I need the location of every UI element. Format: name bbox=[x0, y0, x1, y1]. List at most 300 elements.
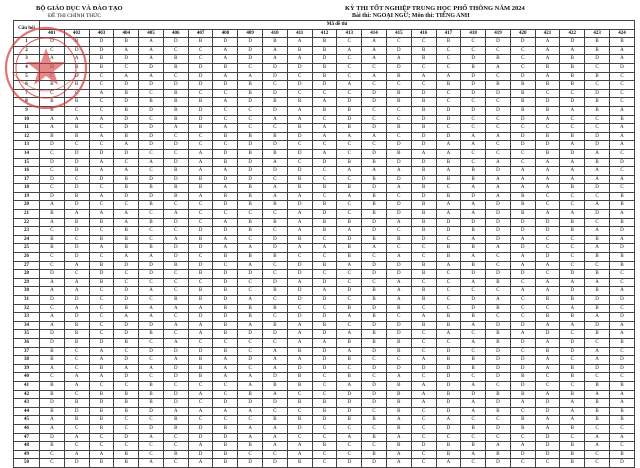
answer-cell: B bbox=[163, 167, 188, 176]
answer-cell: D bbox=[163, 141, 188, 150]
answer-cell: D bbox=[535, 218, 560, 227]
answer-cell: A bbox=[436, 72, 461, 81]
answer-cell: D bbox=[609, 244, 634, 253]
answer-cell: C bbox=[287, 433, 312, 442]
answer-cell: B bbox=[411, 124, 436, 133]
answer-cell: C bbox=[411, 63, 436, 72]
answer-cell: C bbox=[436, 235, 461, 244]
answer-cell: D bbox=[362, 149, 387, 158]
answer-cell: A bbox=[486, 132, 511, 141]
answer-cell: A bbox=[114, 72, 139, 81]
answer-cell: B bbox=[337, 253, 362, 262]
answer-cell: D bbox=[139, 141, 164, 150]
answer-cell: B bbox=[386, 338, 411, 347]
answer-cell: C bbox=[64, 270, 89, 279]
answer-cell: B bbox=[411, 218, 436, 227]
answer-cell: A bbox=[89, 115, 114, 124]
answer-cell: A bbox=[461, 399, 486, 408]
answer-cell: C bbox=[188, 399, 213, 408]
answer-cell: B bbox=[213, 442, 238, 451]
question-number: 26 bbox=[14, 253, 40, 262]
answer-cell: B bbox=[411, 55, 436, 64]
answer-cell: B bbox=[461, 442, 486, 451]
answer-cell: C bbox=[362, 141, 387, 150]
answer-row bbox=[14, 304, 635, 313]
answer-cell: A bbox=[337, 81, 362, 90]
answer-cell: B bbox=[411, 46, 436, 55]
answer-cell: D bbox=[213, 278, 238, 287]
answer-cell: B bbox=[263, 98, 288, 107]
answer-cell: A bbox=[40, 124, 65, 133]
answer-cell: D bbox=[263, 63, 288, 72]
answer-cell: C bbox=[40, 450, 65, 459]
answer-cell: C bbox=[510, 459, 535, 468]
answer-cell: D bbox=[213, 81, 238, 90]
answer-cell: A bbox=[287, 55, 312, 64]
answer-cell: D bbox=[64, 149, 89, 158]
answer-cell: B bbox=[188, 373, 213, 382]
answer-cell: C bbox=[386, 192, 411, 201]
answer-cell: A bbox=[89, 450, 114, 459]
answer-cell: A bbox=[535, 287, 560, 296]
exam-code-header: 420 bbox=[510, 29, 535, 38]
answer-cell: D bbox=[510, 227, 535, 236]
answer-cell: D bbox=[609, 63, 634, 72]
answer-cell: C bbox=[114, 442, 139, 451]
answer-cell: B bbox=[560, 55, 585, 64]
answer-cell: C bbox=[436, 46, 461, 55]
answer-cell: A bbox=[40, 321, 65, 330]
answer-cell: C bbox=[585, 63, 610, 72]
answer-cell: B bbox=[238, 442, 263, 451]
answer-cell: C bbox=[238, 106, 263, 115]
answer-cell: C bbox=[486, 313, 511, 322]
answer-cell: A bbox=[535, 167, 560, 176]
answer-cell: C bbox=[89, 433, 114, 442]
answer-cell: A bbox=[263, 390, 288, 399]
answer-cell: C bbox=[436, 89, 461, 98]
answer-cell: A bbox=[609, 106, 634, 115]
answer-cell: C bbox=[114, 424, 139, 433]
answer-row bbox=[14, 115, 635, 124]
answer-cell: D bbox=[585, 364, 610, 373]
answer-cell: C bbox=[535, 124, 560, 133]
answer-cell: A bbox=[114, 210, 139, 219]
answer-cell: A bbox=[411, 149, 436, 158]
answer-cell: D bbox=[213, 149, 238, 158]
answer-cell: B bbox=[609, 381, 634, 390]
answer-cell: B bbox=[238, 132, 263, 141]
answer-cell: C bbox=[510, 278, 535, 287]
answer-cell: D bbox=[163, 253, 188, 262]
answer-cell: C bbox=[312, 270, 337, 279]
answer-row bbox=[14, 442, 635, 451]
answer-cell: D bbox=[461, 192, 486, 201]
answer-row bbox=[14, 201, 635, 210]
answer-cell: C bbox=[89, 381, 114, 390]
answer-cell: A bbox=[386, 459, 411, 468]
answer-cell: C bbox=[89, 184, 114, 193]
answer-cell: D bbox=[64, 253, 89, 262]
answer-cell: C bbox=[287, 158, 312, 167]
answer-cell: A bbox=[337, 227, 362, 236]
answer-cell: D bbox=[287, 287, 312, 296]
answer-cell: B bbox=[163, 450, 188, 459]
answer-cell: B bbox=[287, 46, 312, 55]
answer-cell: B bbox=[386, 442, 411, 451]
answer-cell: B bbox=[89, 261, 114, 270]
answer-cell: B bbox=[114, 38, 139, 47]
answer-cell: D bbox=[287, 270, 312, 279]
answer-cell: B bbox=[411, 210, 436, 219]
answer-cell: A bbox=[436, 149, 461, 158]
answer-cell: B bbox=[436, 442, 461, 451]
answer-cell: B bbox=[188, 356, 213, 365]
answer-cell: D bbox=[535, 450, 560, 459]
answer-cell: B bbox=[560, 218, 585, 227]
answer-row bbox=[14, 63, 635, 72]
answer-cell: D bbox=[287, 81, 312, 90]
answer-cell: D bbox=[362, 347, 387, 356]
answer-cell: C bbox=[114, 63, 139, 72]
answer-cell: A bbox=[188, 407, 213, 416]
answer-cell: D bbox=[510, 244, 535, 253]
answer-cell: C bbox=[486, 46, 511, 55]
answer-cell: C bbox=[312, 175, 337, 184]
answer-cell: B bbox=[436, 450, 461, 459]
answer-cell: B bbox=[64, 124, 89, 133]
answer-cell: C bbox=[535, 192, 560, 201]
answer-cell: C bbox=[188, 381, 213, 390]
question-number: 15 bbox=[14, 158, 40, 167]
answer-cell: A bbox=[213, 72, 238, 81]
answer-cell: B bbox=[436, 81, 461, 90]
answer-cell: C bbox=[213, 261, 238, 270]
answer-row bbox=[14, 235, 635, 244]
answer-cell: D bbox=[287, 201, 312, 210]
answer-cell: A bbox=[436, 210, 461, 219]
answer-cell: C bbox=[560, 115, 585, 124]
answer-cell: D bbox=[486, 373, 511, 382]
question-number: 49 bbox=[14, 450, 40, 459]
answer-cell: A bbox=[461, 381, 486, 390]
answer-cell: B bbox=[114, 184, 139, 193]
answer-cell: B bbox=[362, 235, 387, 244]
answer-cell: A bbox=[510, 261, 535, 270]
answer-row bbox=[14, 347, 635, 356]
answer-cell: D bbox=[188, 313, 213, 322]
question-number: 18 bbox=[14, 184, 40, 193]
answer-cell: B bbox=[585, 253, 610, 262]
answer-cell: A bbox=[337, 167, 362, 176]
answer-cell: A bbox=[139, 253, 164, 262]
answer-cell: B bbox=[386, 98, 411, 107]
answer-cell: C bbox=[238, 278, 263, 287]
answer-cell: B bbox=[188, 175, 213, 184]
answer-cell: B bbox=[510, 390, 535, 399]
answer-cell: B bbox=[461, 244, 486, 253]
answer-cell: C bbox=[139, 149, 164, 158]
answer-cell: A bbox=[89, 244, 114, 253]
answer-cell: C bbox=[40, 149, 65, 158]
answer-cell: D bbox=[40, 158, 65, 167]
answer-cell: C bbox=[139, 356, 164, 365]
answer-cell: C bbox=[486, 416, 511, 425]
answer-cell: C bbox=[560, 381, 585, 390]
answer-cell: B bbox=[238, 218, 263, 227]
answer-cell: D bbox=[139, 407, 164, 416]
answer-cell: C bbox=[411, 450, 436, 459]
answer-cell: C bbox=[213, 338, 238, 347]
answer-cell: B bbox=[486, 390, 511, 399]
answer-cell: D bbox=[386, 270, 411, 279]
answer-cell: C bbox=[560, 192, 585, 201]
answer-cell: D bbox=[362, 124, 387, 133]
answer-row bbox=[14, 158, 635, 167]
answer-cell: D bbox=[139, 132, 164, 141]
answer-cell: C bbox=[486, 261, 511, 270]
answer-cell: A bbox=[535, 278, 560, 287]
answer-cell: B bbox=[535, 81, 560, 90]
answer-cell: A bbox=[64, 450, 89, 459]
answer-cell: B bbox=[312, 321, 337, 330]
answer-row bbox=[14, 210, 635, 219]
answer-cell: D bbox=[486, 227, 511, 236]
answer-cell: D bbox=[411, 235, 436, 244]
answer-cell: D bbox=[386, 210, 411, 219]
question-number: 23 bbox=[14, 227, 40, 236]
answer-cell: C bbox=[609, 81, 634, 90]
answer-cell: A bbox=[89, 167, 114, 176]
answer-cell: C bbox=[411, 81, 436, 90]
answer-cell: A bbox=[114, 364, 139, 373]
answer-cell: B bbox=[213, 459, 238, 468]
answer-cell: D bbox=[386, 158, 411, 167]
answer-cell: A bbox=[337, 313, 362, 322]
answer-cell: B bbox=[535, 313, 560, 322]
answer-cell: B bbox=[411, 287, 436, 296]
answer-cell: C bbox=[139, 115, 164, 124]
answer-cell: D bbox=[89, 46, 114, 55]
answer-cell: C bbox=[89, 72, 114, 81]
answer-cell: D bbox=[188, 81, 213, 90]
answer-cell: D bbox=[64, 313, 89, 322]
answer-row bbox=[14, 424, 635, 433]
answer-key-table bbox=[13, 20, 635, 468]
answer-cell: D bbox=[411, 175, 436, 184]
exam-code-header: 403 bbox=[89, 29, 114, 38]
question-number: 44 bbox=[14, 407, 40, 416]
answer-cell: A bbox=[510, 330, 535, 339]
answer-cell: D bbox=[64, 184, 89, 193]
answer-cell: D bbox=[609, 364, 634, 373]
answer-cell: A bbox=[40, 218, 65, 227]
answer-cell: C bbox=[64, 356, 89, 365]
answer-cell: C bbox=[64, 442, 89, 451]
answer-cell: C bbox=[386, 356, 411, 365]
answer-cell: C bbox=[411, 416, 436, 425]
answer-cell: B bbox=[64, 399, 89, 408]
answer-cell: C bbox=[263, 338, 288, 347]
answer-cell: B bbox=[362, 433, 387, 442]
answer-cell: C bbox=[139, 450, 164, 459]
answer-cell: A bbox=[238, 321, 263, 330]
answer-cell: A bbox=[263, 433, 288, 442]
answer-cell: C bbox=[188, 416, 213, 425]
answer-row bbox=[14, 338, 635, 347]
answer-cell: A bbox=[337, 330, 362, 339]
answer-cell: C bbox=[510, 304, 535, 313]
answer-cell: A bbox=[188, 158, 213, 167]
answer-cell: A bbox=[213, 356, 238, 365]
answer-cell: D bbox=[436, 424, 461, 433]
answer-cell: B bbox=[337, 304, 362, 313]
answer-cell: B bbox=[560, 63, 585, 72]
answer-cell: D bbox=[263, 72, 288, 81]
answer-cell: B bbox=[238, 313, 263, 322]
answer-cell: A bbox=[510, 167, 535, 176]
answer-cell: B bbox=[585, 98, 610, 107]
answer-cell: C bbox=[411, 373, 436, 382]
answer-cell: C bbox=[337, 210, 362, 219]
answer-cell: A bbox=[362, 46, 387, 55]
answer-cell: B bbox=[238, 201, 263, 210]
answer-cell: C bbox=[609, 304, 634, 313]
answer-cell: B bbox=[486, 81, 511, 90]
answer-cell: A bbox=[386, 373, 411, 382]
answer-cell: B bbox=[40, 81, 65, 90]
answer-cell: B bbox=[312, 38, 337, 47]
answer-cell: D bbox=[188, 106, 213, 115]
answer-cell: B bbox=[238, 253, 263, 262]
answer-cell: A bbox=[287, 210, 312, 219]
answer-cell: D bbox=[114, 373, 139, 382]
answer-cell: C bbox=[163, 433, 188, 442]
answer-cell: C bbox=[535, 244, 560, 253]
answer-cell: D bbox=[386, 63, 411, 72]
answer-cell: C bbox=[213, 381, 238, 390]
answer-cell: B bbox=[163, 89, 188, 98]
answer-cell: D bbox=[436, 115, 461, 124]
answer-cell: B bbox=[411, 321, 436, 330]
answer-cell: C bbox=[585, 115, 610, 124]
answer-cell: B bbox=[535, 296, 560, 305]
answer-cell: C bbox=[560, 235, 585, 244]
answer-cell: D bbox=[64, 407, 89, 416]
answer-cell: C bbox=[585, 373, 610, 382]
answer-cell: B bbox=[436, 192, 461, 201]
question-number: 4 bbox=[14, 63, 40, 72]
answer-cell: C bbox=[188, 253, 213, 262]
answer-cell: D bbox=[411, 364, 436, 373]
answer-cell: B bbox=[163, 115, 188, 124]
answer-row bbox=[14, 261, 635, 270]
answer-cell: C bbox=[386, 132, 411, 141]
answer-cell: B bbox=[560, 364, 585, 373]
answer-cell: D bbox=[263, 244, 288, 253]
answer-cell: A bbox=[386, 416, 411, 425]
answer-cell: C bbox=[89, 253, 114, 262]
question-number: 42 bbox=[14, 390, 40, 399]
answer-cell: A bbox=[585, 347, 610, 356]
answer-cell: C bbox=[461, 46, 486, 55]
answer-cell: A bbox=[139, 304, 164, 313]
answer-cell: A bbox=[114, 46, 139, 55]
answer-cell: A bbox=[560, 175, 585, 184]
answer-cell: C bbox=[436, 63, 461, 72]
answer-cell: A bbox=[287, 106, 312, 115]
answer-cell: A bbox=[337, 132, 362, 141]
answer-cell: C bbox=[461, 330, 486, 339]
answer-cell: C bbox=[89, 201, 114, 210]
answer-cell: D bbox=[40, 192, 65, 201]
answer-cell: B bbox=[560, 72, 585, 81]
answer-cell: D bbox=[461, 304, 486, 313]
answer-cell: B bbox=[287, 184, 312, 193]
question-number: 20 bbox=[14, 201, 40, 210]
answer-cell: A bbox=[312, 338, 337, 347]
answer-cell: C bbox=[337, 296, 362, 305]
answer-cell: D bbox=[486, 89, 511, 98]
answer-row bbox=[14, 98, 635, 107]
answer-cell: B bbox=[337, 338, 362, 347]
answer-cell: D bbox=[386, 330, 411, 339]
answer-cell: B bbox=[461, 63, 486, 72]
answer-cell: D bbox=[337, 390, 362, 399]
answer-cell: A bbox=[411, 381, 436, 390]
answer-cell: D bbox=[163, 38, 188, 47]
answer-cell: A bbox=[585, 167, 610, 176]
answer-cell: B bbox=[585, 416, 610, 425]
answer-cell: A bbox=[461, 253, 486, 262]
answer-cell: C bbox=[238, 347, 263, 356]
answer-cell: A bbox=[139, 364, 164, 373]
answer-cell: B bbox=[585, 304, 610, 313]
answer-cell: D bbox=[263, 459, 288, 468]
answer-cell: C bbox=[386, 81, 411, 90]
answer-cell: D bbox=[411, 115, 436, 124]
answer-cell: A bbox=[560, 304, 585, 313]
answer-cell: A bbox=[114, 167, 139, 176]
answer-cell: D bbox=[337, 287, 362, 296]
answer-cell: D bbox=[238, 399, 263, 408]
answer-cell: A bbox=[64, 287, 89, 296]
answer-cell: A bbox=[312, 287, 337, 296]
answer-cell: D bbox=[585, 210, 610, 219]
answer-cell: A bbox=[263, 158, 288, 167]
answer-cell: C bbox=[386, 244, 411, 253]
answer-cell: A bbox=[40, 424, 65, 433]
answer-cell: C bbox=[411, 38, 436, 47]
answer-cell: B bbox=[609, 115, 634, 124]
answer-cell: D bbox=[263, 235, 288, 244]
answer-cell: B bbox=[188, 287, 213, 296]
answer-cell: B bbox=[436, 356, 461, 365]
answer-cell: B bbox=[386, 304, 411, 313]
exam-code-header: 421 bbox=[535, 29, 560, 38]
answer-cell: B bbox=[436, 321, 461, 330]
answer-cell: C bbox=[213, 210, 238, 219]
answer-cell: A bbox=[188, 330, 213, 339]
answer-cell: D bbox=[40, 296, 65, 305]
answer-cell: B bbox=[312, 442, 337, 451]
exam-code-group-header: Mã đề thi bbox=[40, 21, 635, 30]
answer-cell: B bbox=[411, 270, 436, 279]
answer-row bbox=[14, 81, 635, 90]
answer-cell: A bbox=[560, 210, 585, 219]
exam-code-header: 411 bbox=[287, 29, 312, 38]
answer-cell: B bbox=[263, 218, 288, 227]
